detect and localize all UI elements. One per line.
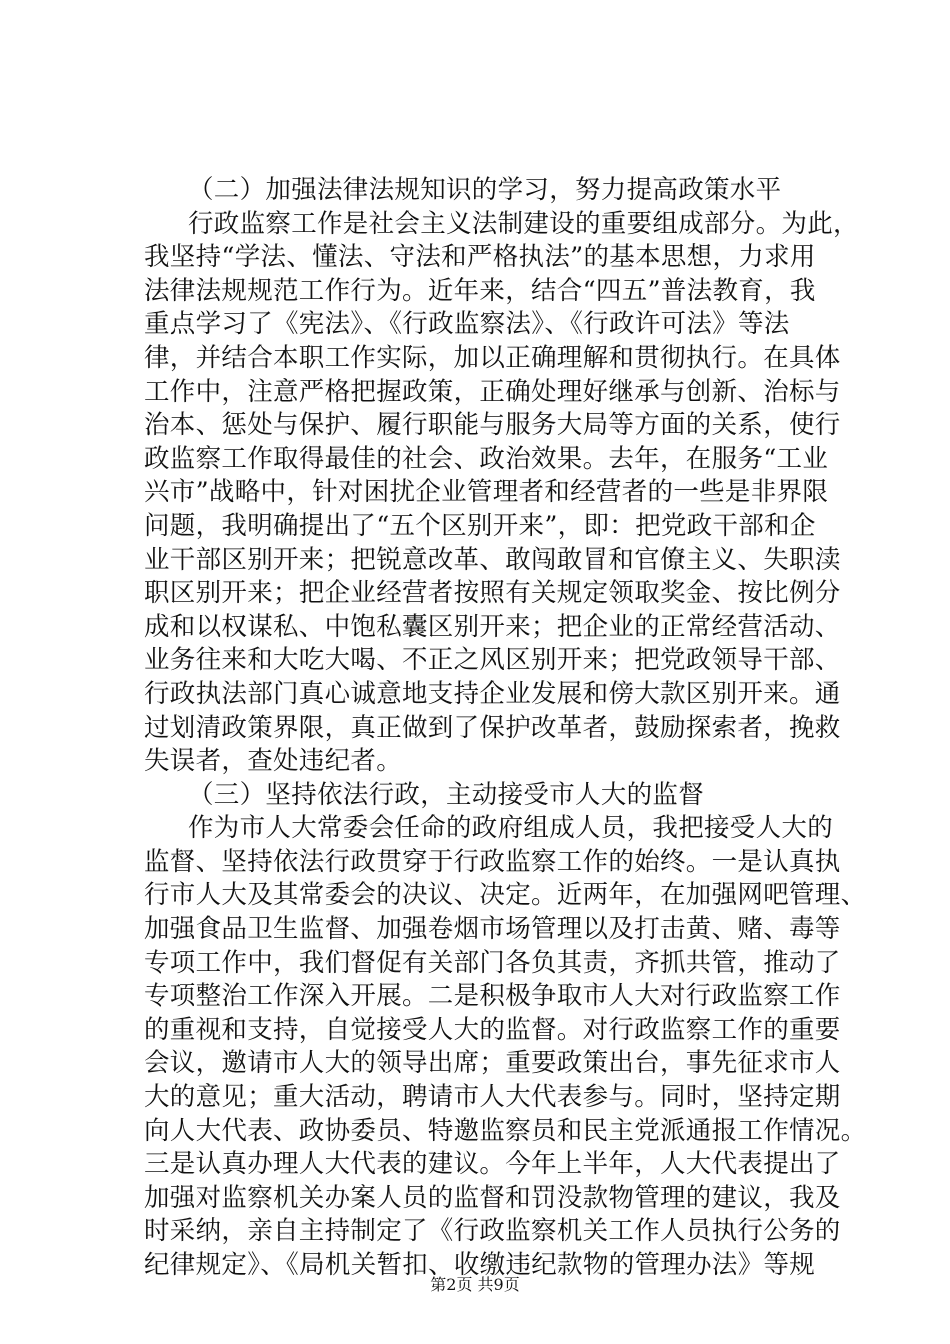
text-line: 行市人大及其常委会的决议、决定。近两年，在加强网吧管理、 [144,880,867,911]
text-line: 专项工作中，我们督促有关部门各负其责，齐抓共管，推动了 [144,947,841,978]
page-footer: 第2页 共9页 [430,1275,520,1294]
text-line: 律，并结合本职工作实际，加以正确理解和贯彻执行。在具体 [144,342,841,373]
document-body [144,174,867,1283]
text-line: 业干部区别开来；把锐意改革、敢闯敢冒和官僚主义、失职渎 [144,544,841,575]
text-line: 行政执法部门真心诚意地支持企业发展和傍大款区别开来。通 [144,678,841,709]
text-line: 加强对监察机关办案人员的监督和罚没款物管理的建议，我及 [144,1182,841,1213]
text-line: 加强食品卫生监督、加强卷烟市场管理以及打击黄、赌、毒等 [144,914,841,945]
text-line: 作为市人大常委会任命的政府组成人员，我把接受人大的 [188,813,834,844]
text-line: 纪律规定》、《局机关暂扣、收缴违纪款物的管理办法》等规 [144,1250,816,1280]
text-line: 我坚持“学法、懂法、守法和严格执法”的基本思想，力求用 [144,242,816,273]
text-line: 向人大代表、政协委员、特邀监察员和民主党派通报工作情况。 [144,1115,867,1146]
text-line: 三是认真办理人大代表的建议。今年上半年，人大代表提出了 [144,1149,841,1180]
text-line: 业务往来和大吃大喝、不正之风区别开来；把党政领导干部、 [144,645,841,676]
text-line: 治本、惩处与保护、履行职能与服务大局等方面的关系，使行 [144,410,841,441]
text-line: 大的意见；重大活动，聘请市人大代表参与。同时，坚持定期 [144,1082,841,1113]
text-line: 过划清政策界限，真正做到了保护改革者，鼓励探索者，挽救 [144,712,841,743]
section-heading: （三）坚持依法行政，主动接受市人大的监督 [188,779,705,810]
text-line: 法律法规规范工作行为。近年来，结合“四五”普法教育，我 [144,275,816,306]
text-line: 会议，邀请市人大的领导出席；重要政策出台，事先征求市人 [144,1048,841,1079]
text-line: 重点学习了《宪法》、《行政监察法》、《行政许可法》等法 [144,309,790,340]
text-line: 失误者，查处违纪者。 [144,746,403,777]
section-heading: （二）加强法律法规知识的学习，努力提高政策水平 [188,175,782,205]
text-line: 政监察工作取得最佳的社会、政治效果。去年，在服务“工业 [144,443,829,474]
text-line: 行政监察工作是社会主义法制建设的重要组成部分。为此， [188,208,859,239]
text-line: 成和以权谋私、中饱私囊区别开来；把企业的正常经营活动、 [144,611,841,642]
text-line: 专项整治工作深入开展。二是积极争取市人大对行政监察工作 [144,981,841,1012]
text-line: 兴市”战略中，针对困扰企业管理者和经营者的一些是非界限 [144,477,829,508]
text-line: 职区别开来；把企业经营者按照有关规定领取奖金、按比例分 [144,578,841,609]
text-line: 监督、坚持依法行政贯穿于行政监察工作的始终。一是认真执 [144,846,841,877]
text-line: 的重视和支持，自觉接受人大的监督。对行政监察工作的重要 [144,1014,841,1045]
text-line: 工作中，注意严格把握政策，正确处理好继承与创新、治标与 [144,376,841,407]
text-line: 问题，我明确提出了“五个区别开来”，即：把党政干部和企 [144,510,816,541]
text-line: 时采纳，亲自主持制定了《行政监察机关工作人员执行公务的 [144,1216,841,1247]
